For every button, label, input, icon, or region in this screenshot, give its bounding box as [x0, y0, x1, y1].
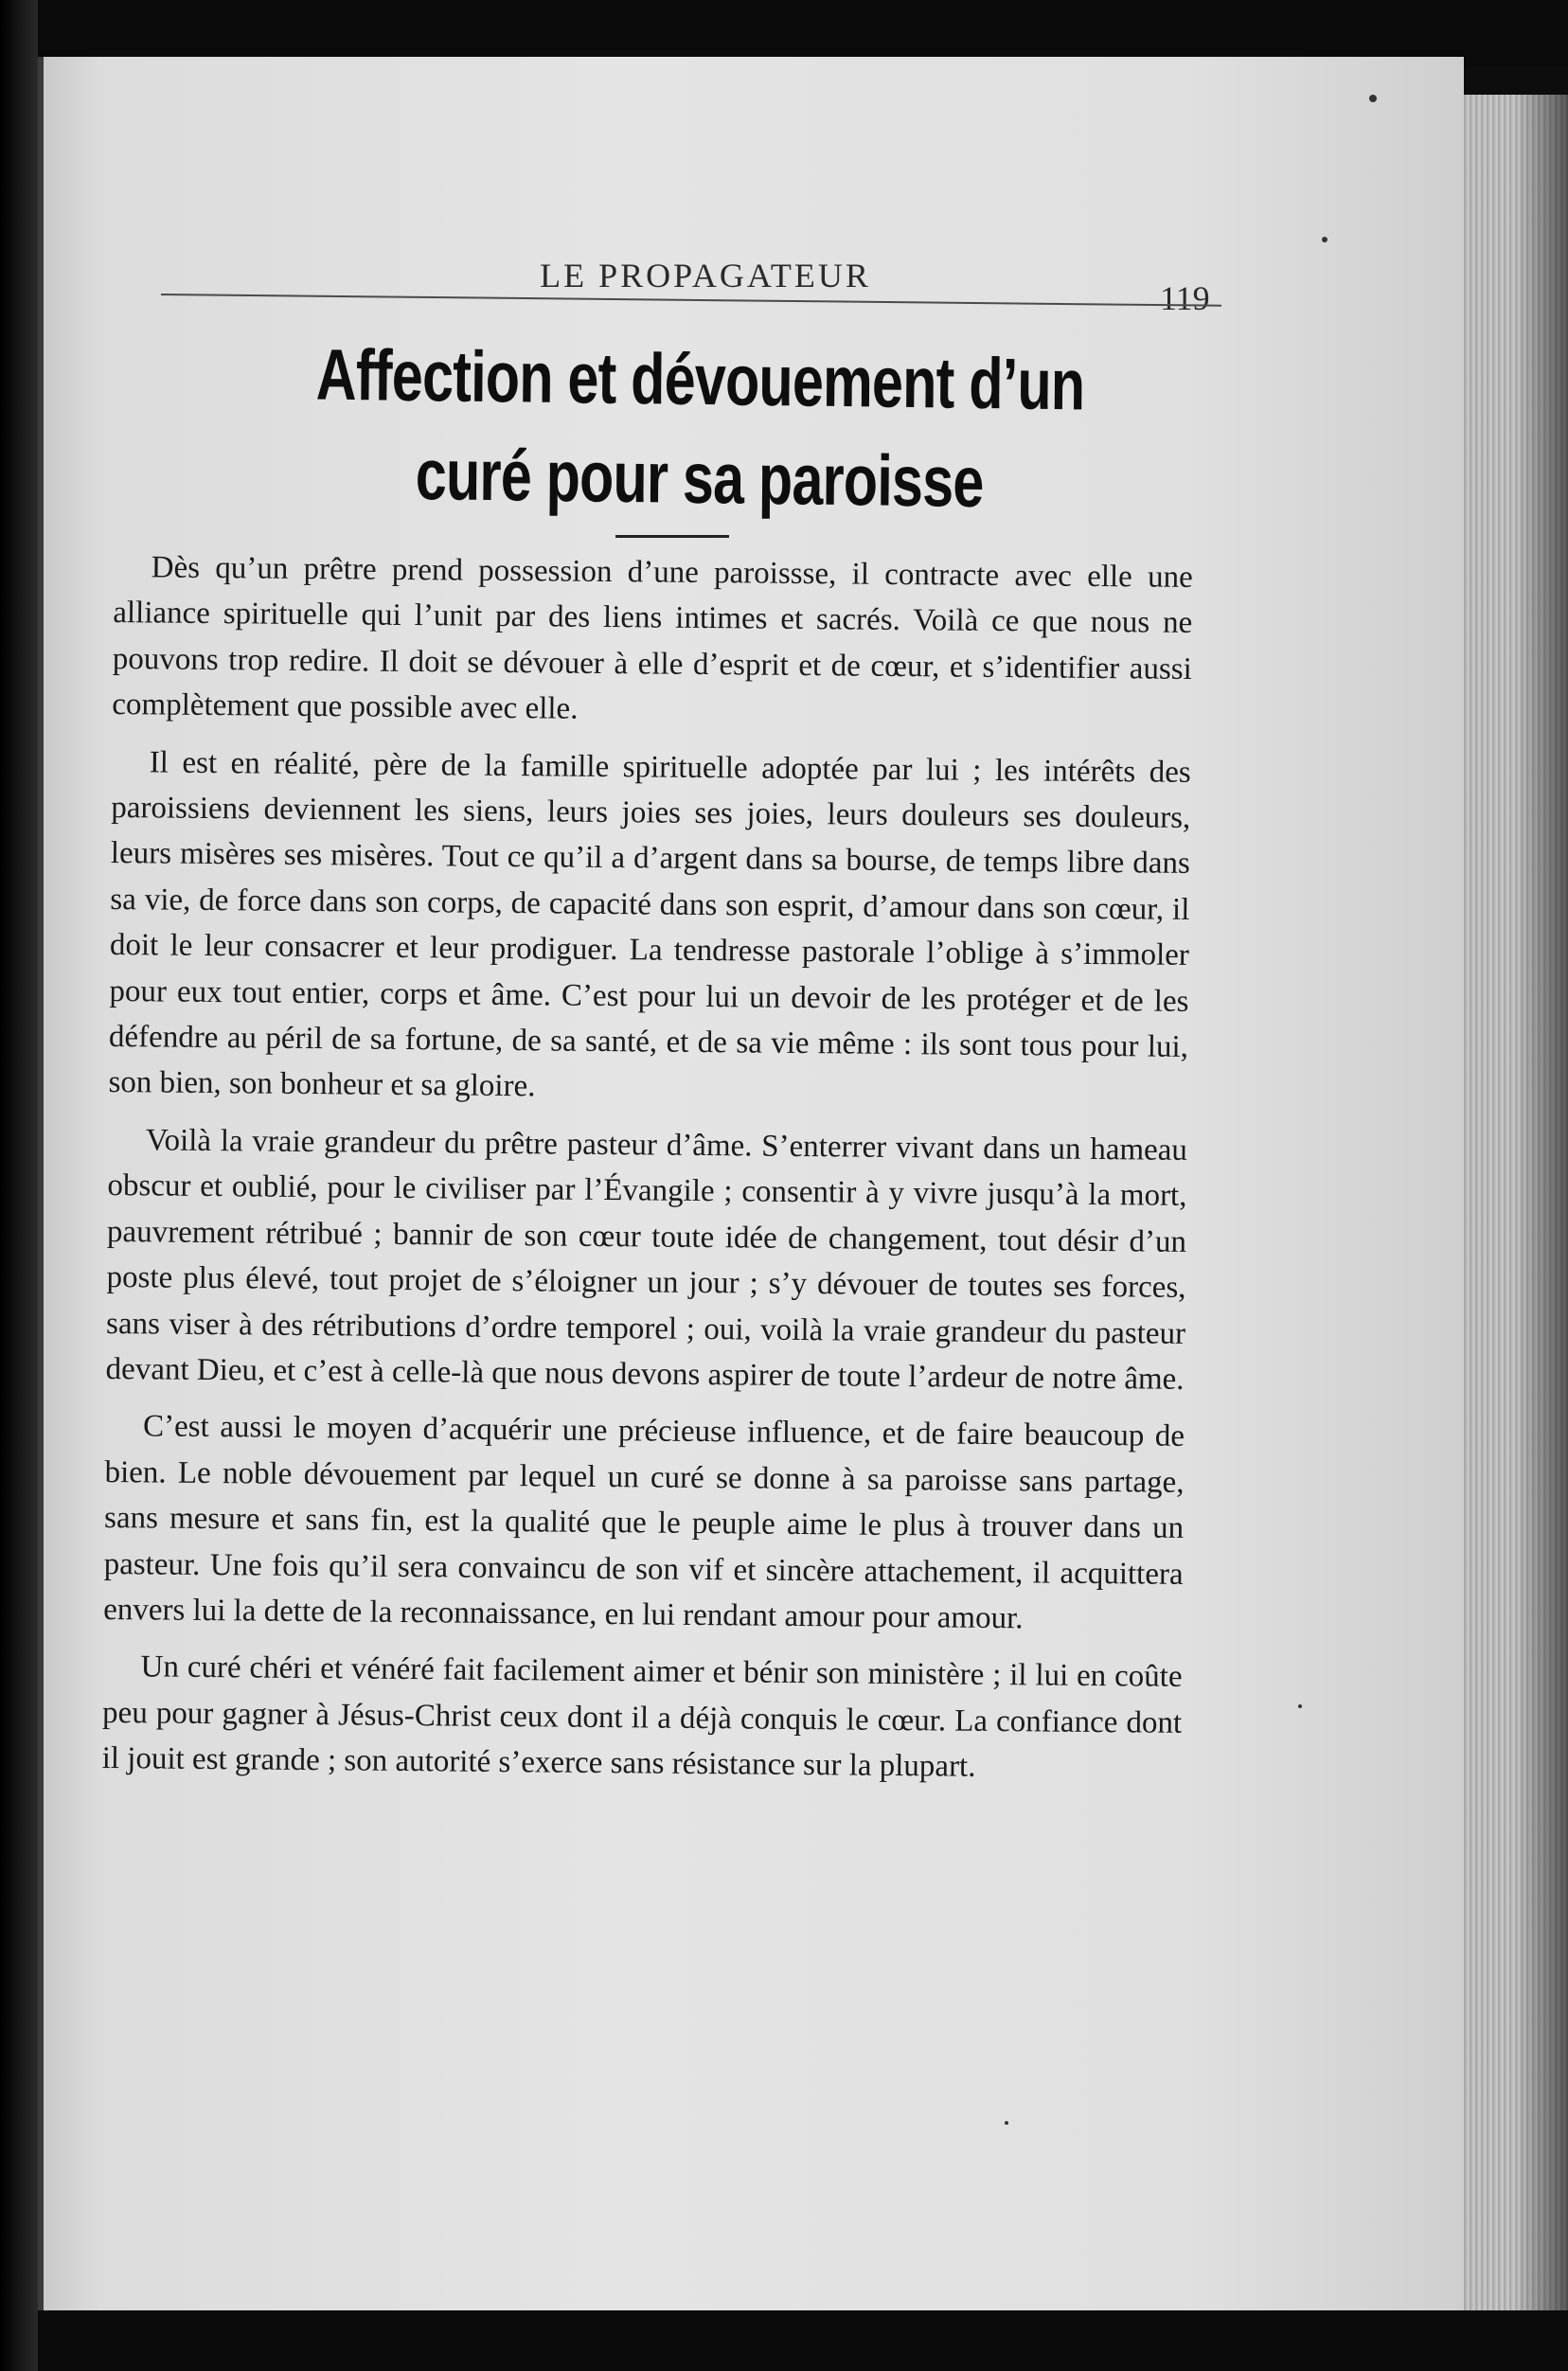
book-spine-shadow — [0, 0, 38, 2371]
page-block-shadow — [1515, 95, 1568, 2310]
running-head-title: LE PROPAGATEUR — [540, 257, 871, 294]
paragraph-4: C’est aussi le moyen d’acquérir une précieuse influence, et de faire beaucoup de bien. Le noble dévouement par lequel un curé se donne à sa paroisse sans partage, sans mesure et sans fin, est la qualité que le peuple aime le plus à trouver dans un pasteur. Une fois qu’il sera convaincu de son vif et sincère attachement, il acquittera envers lui la dette de la reconnaissance, en lui rendant amour pour amour. — [103, 1409, 1185, 1636]
dust-speck — [1005, 2121, 1008, 2125]
page-number: 119 — [1160, 279, 1210, 317]
header-rule — [161, 294, 1221, 307]
dust-speck — [1322, 237, 1327, 242]
paragraph-5: Un curé chéri et vénéré fait facilement aimer et bénir son ministère ; il lui en coûte peu pour gagner à Jésus-Christ ceux dont il a déjà conquis le cœur. La confiance dont il jouit est grande ; son autorité s’exerce sans résistance sur la plupart. — [101, 1649, 1183, 1784]
article-title: Affection et dévouement d’un curé pour sa paroisse — [315, 334, 1085, 524]
background-bottom — [0, 2305, 1568, 2371]
dust-speck — [1369, 95, 1377, 102]
paragraph-2: Il est en réalité, père de la famille spirituelle adoptée par lui ; les intérêts des paroissiens deviennent les siens, leurs joies ses joies, leurs douleurs ses douleurs, leurs misères ses misères. Tout ce qu’il a d’argent dans sa bourse, de temps libre dans sa vie, de force dans son corps, de capacité dans son esprit, d’amour dans son cœur, il doit le leur consacrer et leur prodiguer. La tendresse pastorale l’oblige à s’immoler pour eux tout entier, corps et âme. C’est pour lui un devoir de les protéger et de les défendre au péril de sa fortune, de sa santé, et de sa vie même : ils sont tous pour lui, son bien, son bonheur et sa gloire. — [108, 744, 1191, 1104]
running-header — [161, 256, 1221, 317]
title-rule — [615, 535, 729, 538]
dust-speck — [1298, 1704, 1302, 1708]
article-body — [101, 544, 1193, 1803]
paragraph-1: Dès qu’un prêtre prend possession d’une paroissse, il contracte avec elle une alliance spirituelle qui l’unit par des liens intimes et sacrés. Voilà ce que nous ne pouvons trop redire. Il doit se dévouer à elle d’esprit et de cœur, et s’identifier aussi complètement que possible avec elle. — [112, 550, 1193, 726]
paragraph-3: Voilà la vraie grandeur du prêtre pasteur d’âme. S’enterrer vivant dans un hameau obscur et oublié, pour le civiliser par l’Évangile ; consentir à y vivre jusqu’à la mort, pauvrement rétribué ; bannir de son cœur toute idée de changement, tout désir d’un poste plus élevé, tout projet de s’éloigner un jour ; s’y dévouer de toutes ses forces, sans viser à des rétributions d’ordre temporel ; oui, voilà la vraie grandeur du pasteur devant Dieu, et c’est à celle-là que nous devons aspirer de toute l’ardeur de notre âme. — [105, 1123, 1188, 1397]
